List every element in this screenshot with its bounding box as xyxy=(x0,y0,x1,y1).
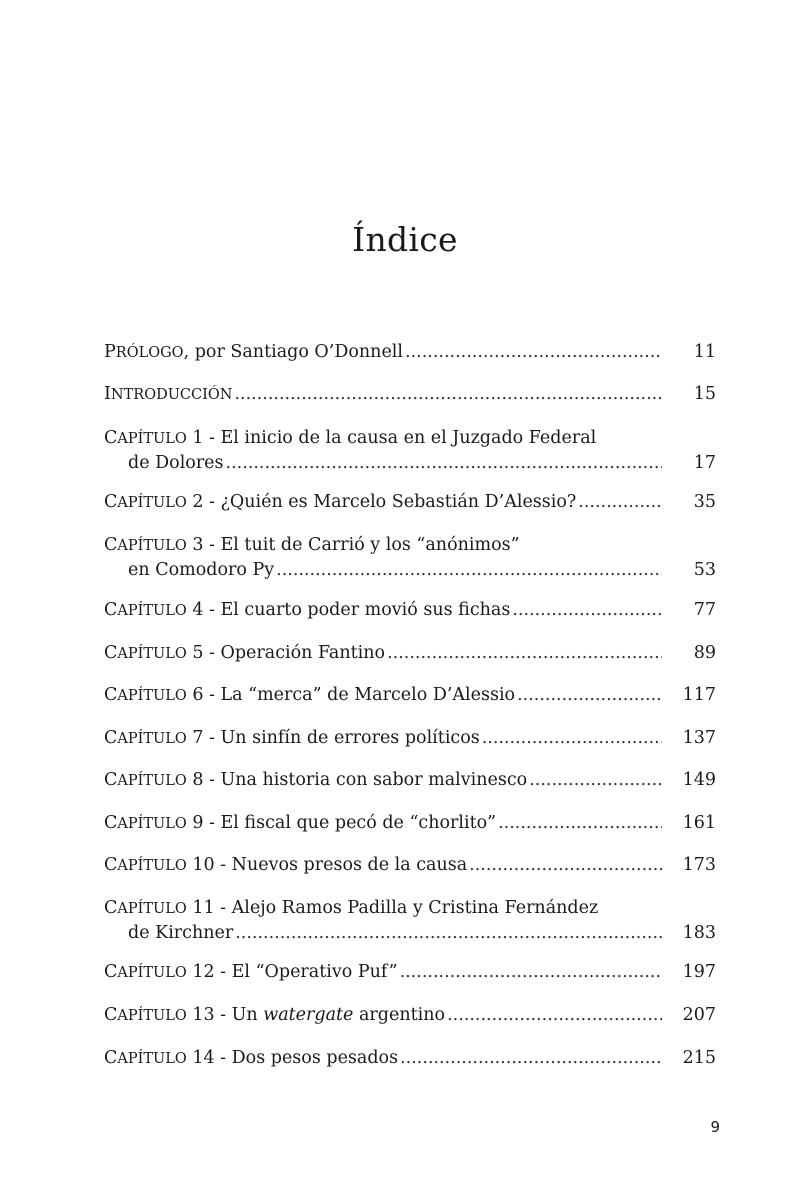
toc-entry-title xyxy=(104,896,598,921)
section-prefix-initial: C xyxy=(104,600,118,620)
toc-page-number: 161 xyxy=(682,813,716,833)
toc-entry[interactable] xyxy=(104,768,716,793)
toc-page-number: 183 xyxy=(682,923,716,943)
section-prefix-initial: C xyxy=(104,685,118,705)
toc-page-number: 35 xyxy=(693,492,716,512)
dot-leader xyxy=(400,960,662,985)
toc-page-number: 117 xyxy=(682,685,716,705)
section-prefix-smallcaps: APÍTULO xyxy=(117,965,187,981)
toc-entry-text: 13 - Un xyxy=(186,1005,264,1025)
toc-entry[interactable] xyxy=(104,896,716,946)
toc-entry-title xyxy=(128,558,274,583)
toc-page-number: 11 xyxy=(693,342,716,362)
toc-entry[interactable] xyxy=(104,533,716,583)
page-number: 9 xyxy=(710,1118,720,1136)
section-prefix-smallcaps: APÍTULO xyxy=(117,1008,187,1024)
toc-entry-title xyxy=(104,853,467,878)
section-prefix-smallcaps: APÍTULO xyxy=(117,773,187,789)
toc-entry-title xyxy=(104,811,496,836)
toc-entry-title xyxy=(104,426,596,451)
section-prefix-initial: C xyxy=(104,1048,118,1068)
toc-entry-text: 2 - ¿Quién es Marcelo Sebastián D’Alessio? xyxy=(186,492,577,512)
section-prefix-initial: I xyxy=(104,384,111,404)
toc-entry-text: de Dolores xyxy=(128,453,224,473)
dot-leader xyxy=(235,921,662,946)
toc-entry-text: 14 - Dos pesos pesados xyxy=(186,1048,399,1068)
section-prefix-initial: C xyxy=(104,813,118,833)
toc-entry[interactable] xyxy=(104,960,716,985)
section-prefix-smallcaps: APÍTULO xyxy=(117,1051,187,1067)
toc-entry[interactable] xyxy=(104,340,716,365)
section-prefix-initial: C xyxy=(104,855,118,875)
toc-entry[interactable] xyxy=(104,382,716,407)
toc-entry[interactable] xyxy=(104,1046,716,1071)
toc-entry[interactable] xyxy=(104,1003,716,1028)
toc-entry[interactable] xyxy=(104,641,716,666)
toc-entry[interactable] xyxy=(104,598,716,623)
section-prefix-smallcaps: APÍTULO xyxy=(117,731,187,747)
toc-page-number: 17 xyxy=(693,453,716,473)
toc-entry-title xyxy=(128,451,224,476)
toc-entry-title xyxy=(104,768,527,793)
toc-page-number: 77 xyxy=(693,600,716,620)
dot-leader xyxy=(405,340,662,365)
dot-leader xyxy=(529,768,662,793)
toc-entry[interactable] xyxy=(104,853,716,878)
section-prefix-initial: P xyxy=(104,342,116,362)
toc-entry-title xyxy=(104,960,398,985)
toc-entry-title xyxy=(104,382,232,407)
toc-page-number: 197 xyxy=(682,962,716,982)
section-prefix-smallcaps: APÍTULO xyxy=(117,816,187,832)
dot-leader xyxy=(482,726,662,751)
section-prefix-initial: C xyxy=(104,770,118,790)
toc-page-number: 207 xyxy=(682,1005,716,1025)
dot-leader xyxy=(469,853,662,878)
toc-entry-title xyxy=(104,1003,445,1028)
section-prefix-initial: C xyxy=(104,1005,118,1025)
dot-leader xyxy=(498,811,662,836)
toc-entry-title xyxy=(104,598,510,623)
dot-leader xyxy=(226,451,662,476)
dot-leader xyxy=(517,683,662,708)
toc-page-number: 53 xyxy=(693,560,716,580)
page-title: Índice xyxy=(352,220,458,260)
section-prefix-smallcaps: RÓLOGO xyxy=(115,345,184,361)
toc-entry-italic: watergate xyxy=(263,1005,354,1025)
toc-entry-text: , por Santiago O’Donnell xyxy=(183,342,403,362)
toc-entry[interactable] xyxy=(104,683,716,708)
toc-entry-text: 1 - El inicio de la causa en el Juzgado Federal xyxy=(186,428,597,448)
toc-entry-title xyxy=(128,921,233,946)
dot-leader xyxy=(578,490,662,515)
section-prefix-initial: C xyxy=(104,728,118,748)
toc-entry-title xyxy=(104,1046,398,1071)
dot-leader xyxy=(276,558,662,583)
dot-leader xyxy=(387,641,662,666)
section-prefix-initial: C xyxy=(104,898,118,918)
toc-entry-text: 10 - Nuevos presos de la causa xyxy=(186,855,468,875)
toc-entry-title xyxy=(104,533,520,558)
section-prefix-smallcaps: APÍTULO xyxy=(117,858,187,874)
toc-entry-text: 6 - La “merca” de Marcelo D’Alessio xyxy=(186,685,516,705)
toc-entry-title xyxy=(104,726,480,751)
toc-entry[interactable] xyxy=(104,726,716,751)
toc-entry-text: 7 - Un sinfín de errores políticos xyxy=(186,728,480,748)
toc-entry-text: 3 - El tuit de Carrió y los “anónimos” xyxy=(186,535,520,555)
section-prefix-smallcaps: APÍTULO xyxy=(117,603,187,619)
toc-entry-text: argentino xyxy=(353,1005,446,1025)
toc-entry-title xyxy=(104,490,576,515)
section-prefix-smallcaps: APÍTULO xyxy=(117,431,187,447)
toc-entry-text: 8 - Una historia con sabor malvinesco xyxy=(186,770,528,790)
section-prefix-initial: C xyxy=(104,535,118,555)
toc-page-number: 149 xyxy=(682,770,716,790)
toc-entry-text: 5 - Operación Fantino xyxy=(186,643,386,663)
section-prefix-initial: C xyxy=(104,962,118,982)
toc-entry[interactable] xyxy=(104,426,716,476)
toc-entry-title xyxy=(104,340,403,365)
dot-leader xyxy=(400,1046,662,1071)
section-prefix-initial: C xyxy=(104,643,118,663)
toc-page-number: 173 xyxy=(682,855,716,875)
section-prefix-smallcaps: APÍTULO xyxy=(117,538,187,554)
toc-entry-text: 11 - Alejo Ramos Padilla y Cristina Fernández xyxy=(186,898,599,918)
toc-page-number: 15 xyxy=(693,384,716,404)
section-prefix-smallcaps: APÍTULO xyxy=(117,901,187,917)
section-prefix-initial: C xyxy=(104,492,118,512)
toc-entry-title xyxy=(104,683,515,708)
toc-entry-text: 4 - El cuarto poder movió sus fichas xyxy=(186,600,511,620)
section-prefix-smallcaps: APÍTULO xyxy=(117,495,187,511)
toc-entry-text: 12 - El “Operativo Puf” xyxy=(186,962,398,982)
toc-entry-text: en Comodoro Py xyxy=(128,560,275,580)
toc-page-number: 137 xyxy=(682,728,716,748)
section-prefix-smallcaps: APÍTULO xyxy=(117,646,187,662)
dot-leader xyxy=(512,598,662,623)
toc-page-number: 89 xyxy=(693,643,716,663)
toc-entry-text: 9 - El fiscal que pecó de “chorlito” xyxy=(186,813,497,833)
dot-leader xyxy=(447,1003,662,1028)
toc-entry-title xyxy=(104,641,385,666)
toc-entry[interactable] xyxy=(104,811,716,836)
section-prefix-smallcaps: NTRODUCCIÓN xyxy=(110,387,233,403)
dot-leader xyxy=(234,382,662,407)
toc-entry-text: de Kirchner xyxy=(128,923,234,943)
section-prefix-smallcaps: APÍTULO xyxy=(117,688,187,704)
toc-entry[interactable] xyxy=(104,490,716,515)
section-prefix-initial: C xyxy=(104,428,118,448)
toc-page-number: 215 xyxy=(682,1048,716,1068)
